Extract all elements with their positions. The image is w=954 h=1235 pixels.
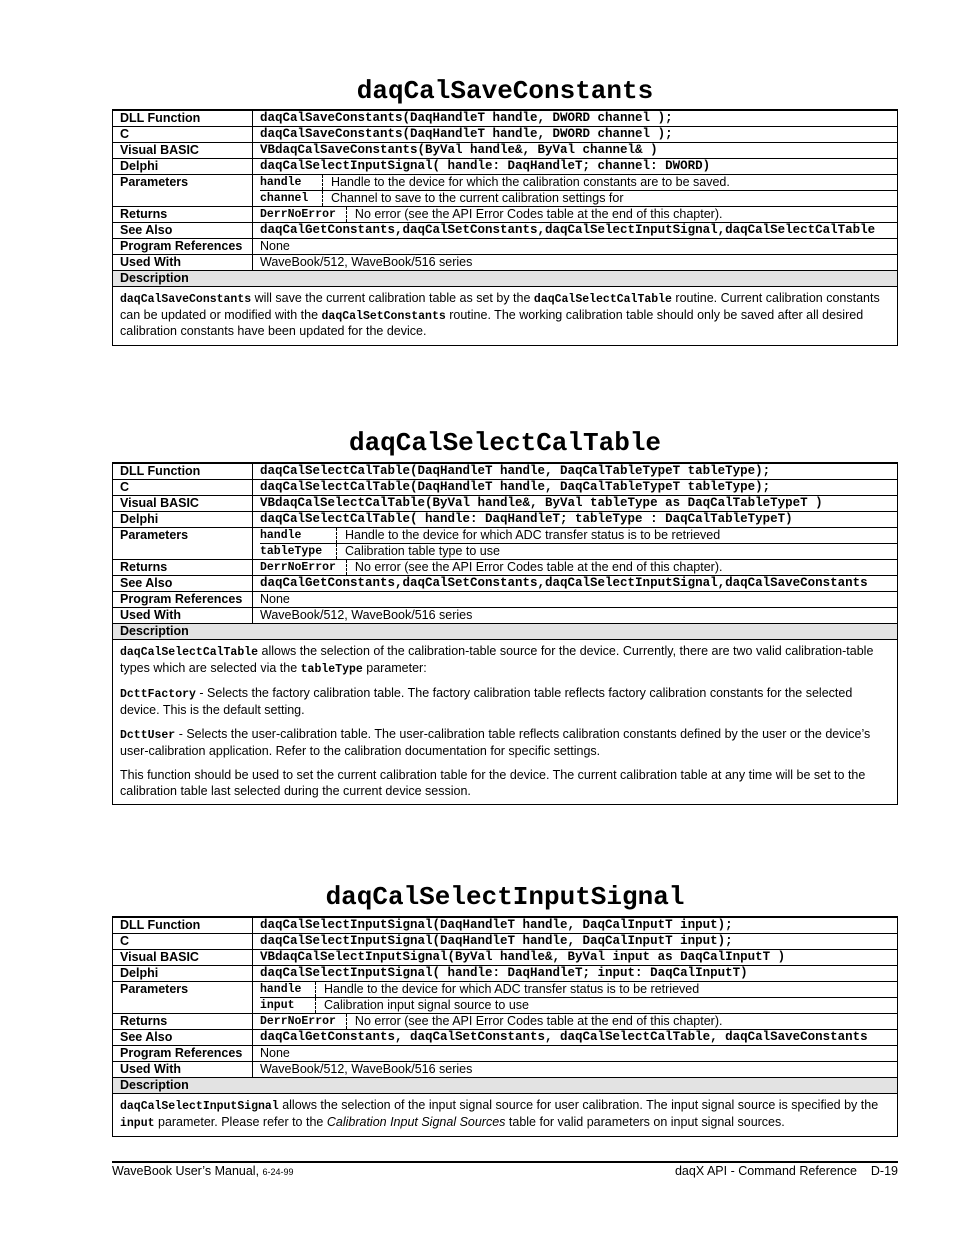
- label-program-refs: Program References: [113, 1046, 253, 1062]
- param-row: [260, 175, 897, 190]
- label-used-with: Used With: [113, 1062, 253, 1078]
- code-term: daqCalSetConstants: [321, 309, 446, 323]
- param-desc: Handle to the device for which ADC transfer status is to be retrieved: [324, 982, 700, 996]
- desc-text: allows the selection of the calibration-table source for the device. Currently, there are two valid calibration-table types which are selected via the: [120, 644, 874, 675]
- param-desc: Channel to save to the current calibration settings for: [331, 191, 624, 205]
- see-also-links: daqCalGetConstants, daqCalSetConstants, daqCalSelectCalTable, daqCalSaveConstants: [253, 1030, 898, 1046]
- param-name: handle: [260, 175, 323, 190]
- label-c: C: [113, 480, 253, 496]
- returns-code: DerrNoError: [260, 1014, 347, 1029]
- reference-table: [112, 916, 898, 1137]
- param-desc: Handle to the device for which ADC transfer status is to be retrieved: [345, 528, 721, 542]
- param-desc: Calibration table type to use: [345, 544, 500, 558]
- returns-cell: [253, 560, 898, 576]
- c-signature: daqCalSelectCalTable(DaqHandleT handle, DaqCalTableTypeT tableType);: [253, 480, 898, 496]
- returns-cell: [253, 1014, 898, 1030]
- param-desc: Calibration input signal source to use: [324, 998, 529, 1012]
- returns-desc: No error (see the API Error Codes table at the end of this chapter).: [354, 207, 723, 221]
- param-name: tableType: [260, 544, 337, 559]
- param-desc: Handle to the device for which the calibration constants are to be saved.: [331, 175, 730, 189]
- label-see-also: See Also: [113, 1030, 253, 1046]
- param-name: input: [260, 998, 316, 1013]
- parameters-cell: [253, 982, 898, 1014]
- description-body: [113, 1094, 898, 1137]
- label-vb: Visual BASIC: [113, 143, 253, 159]
- desc-text: This function should be used to set the current calibration table for the device. The current calibration table at any time will be set to the calibration table last selected during the current device session.: [120, 768, 866, 798]
- label-used-with: Used With: [113, 608, 253, 624]
- desc-text: parameter:: [362, 660, 427, 675]
- desc-text: will save the current calibration table as set by the: [251, 291, 534, 305]
- desc-text: table for valid parameters on input signal sources.: [505, 1114, 785, 1129]
- delphi-signature: daqCalSelectInputSignal( handle: DaqHandleT; input: DaqCalInputT): [253, 966, 898, 982]
- label-vb: Visual BASIC: [113, 950, 253, 966]
- vb-signature: VBdaqCalSelectInputSignal(ByVal handle&, ByVal input as DaqCalInputT ): [253, 950, 898, 966]
- label-program-refs: Program References: [113, 592, 253, 608]
- c-signature: daqCalSelectInputSignal(DaqHandleT handle, DaqCalInputT input);: [253, 934, 898, 950]
- returns-desc: No error (see the API Error Codes table at the end of this chapter).: [354, 1014, 723, 1028]
- code-term: daqCalSelectInputSignal: [120, 1100, 279, 1113]
- label-dll: DLL Function: [113, 463, 253, 480]
- label-see-also: See Also: [113, 576, 253, 592]
- desc-italic-text: Calibration Input Signal Sources: [326, 1114, 506, 1129]
- description-body: [113, 287, 898, 346]
- returns-desc: No error (see the API Error Codes table at the end of this chapter).: [354, 560, 723, 574]
- parameters-cell: [253, 528, 898, 560]
- label-returns: Returns: [113, 1014, 253, 1030]
- used-with-value: WaveBook/512, WaveBook/516 series: [253, 608, 898, 624]
- returns-code: DerrNoError: [260, 560, 347, 575]
- see-also-links: daqCalGetConstants,daqCalSetConstants,daqCalSelectInputSignal,daqCalSaveConstants: [253, 576, 898, 592]
- code-term: input: [120, 1116, 155, 1130]
- parameters-cell: [253, 175, 898, 207]
- label-parameters: Parameters: [113, 175, 253, 207]
- dll-signature: daqCalSelectInputSignal(DaqHandleT handle, DaqCalInputT input);: [253, 917, 898, 934]
- dll-signature: daqCalSaveConstants(DaqHandleT handle, DWORD channel );: [253, 110, 898, 127]
- returns-code: DerrNoError: [260, 207, 347, 222]
- label-c: C: [113, 127, 253, 143]
- param-name: handle: [260, 982, 316, 997]
- code-term: daqCalSelectCalTable: [533, 293, 672, 306]
- program-refs-value: None: [253, 1046, 898, 1062]
- desc-text: - Selects the user-calibration table. The user-calibration table reflects calibration constants defined by the user or the device’s user-calibration application. Refer to the calibration documentation for specific settings.: [120, 727, 871, 758]
- param-row: [260, 528, 897, 543]
- code-term: daqCalSaveConstants: [120, 293, 252, 306]
- c-signature: daqCalSaveConstants(DaqHandleT handle, DWORD channel );: [253, 127, 898, 143]
- description-header: Description: [113, 624, 898, 640]
- param-name: channel: [260, 191, 323, 206]
- label-parameters: Parameters: [113, 982, 253, 1014]
- vb-signature: VBdaqCalSaveConstants(ByVal handle&, ByVal channel& ): [253, 143, 898, 159]
- label-dll: DLL Function: [113, 110, 253, 127]
- label-returns: Returns: [113, 207, 253, 223]
- footer-rule: [112, 1161, 898, 1163]
- param-row: [260, 982, 897, 997]
- label-vb: Visual BASIC: [113, 496, 253, 512]
- desc-text: - Selects the factory calibration table. The factory calibration table reflects factory calibration constants for the selected device. This is the default setting.: [120, 686, 853, 717]
- section-title: daqCalSaveConstants: [356, 76, 654, 106]
- code-term: tableType: [300, 662, 363, 676]
- label-returns: Returns: [113, 560, 253, 576]
- label-used-with: Used With: [113, 255, 253, 271]
- label-parameters: Parameters: [113, 528, 253, 560]
- dll-signature: daqCalSelectCalTable(DaqHandleT handle, DaqCalTableTypeT tableType);: [253, 463, 898, 480]
- label-see-also: See Also: [113, 223, 253, 239]
- description-header: Description: [113, 271, 898, 287]
- reference-table: [112, 109, 898, 346]
- param-row: [260, 997, 897, 1013]
- section-title: daqCalSelectInputSignal: [325, 882, 685, 912]
- footer-manual-title: [112, 1164, 294, 1178]
- code-term: DcttUser: [120, 729, 176, 742]
- section-title: daqCalSelectCalTable: [348, 428, 662, 458]
- footer-manual: WaveBook User’s Manual,: [112, 1164, 263, 1178]
- param-row: [260, 190, 897, 206]
- label-delphi: Delphi: [113, 159, 253, 175]
- desc-text: parameter. Please refer to the: [154, 1114, 327, 1129]
- label-delphi: Delphi: [113, 512, 253, 528]
- footer-date: 6-24-99: [262, 1167, 294, 1177]
- returns-cell: [253, 207, 898, 223]
- desc-text: routine. Current calibration constants can be updated or modified with the: [120, 291, 880, 322]
- vb-signature: VBdaqCalSelectCalTable(ByVal handle&, ByVal tableType as DaqCalTableTypeT ): [253, 496, 898, 512]
- reference-table: [112, 462, 898, 805]
- description-header: Description: [113, 1078, 898, 1094]
- label-program-refs: Program References: [113, 239, 253, 255]
- used-with-value: WaveBook/512, WaveBook/516 series: [253, 255, 898, 271]
- footer-page-ref: daqX API - Command Reference D-19: [674, 1164, 898, 1178]
- used-with-value: WaveBook/512, WaveBook/516 series: [253, 1062, 898, 1078]
- description-body: [113, 640, 898, 805]
- desc-text: allows the selection of the input signal source for user calibration. The input signal source is specified by the: [278, 1098, 879, 1112]
- program-refs-value: None: [253, 239, 898, 255]
- label-dll: DLL Function: [113, 917, 253, 934]
- code-term: DcttFactory: [120, 688, 196, 701]
- param-name: handle: [260, 528, 337, 543]
- desc-text: routine. The working calibration table should only be saved after all desired calibration constants have been updated for the device.: [120, 307, 864, 338]
- param-row: [260, 543, 897, 559]
- see-also-links: daqCalGetConstants,daqCalSetConstants,daqCalSelectInputSignal,daqCalSelectCalTable: [253, 223, 898, 239]
- label-delphi: Delphi: [113, 966, 253, 982]
- code-term: daqCalSelectCalTable: [120, 646, 259, 659]
- delphi-signature: daqCalSelectCalTable( handle: DaqHandleT; tableType : DaqCalTableTypeT): [253, 512, 898, 528]
- program-refs-value: None: [253, 592, 898, 608]
- label-c: C: [113, 934, 253, 950]
- delphi-signature: daqCalSelectInputSignal( handle: DaqHandleT; channel: DWORD): [253, 159, 898, 175]
